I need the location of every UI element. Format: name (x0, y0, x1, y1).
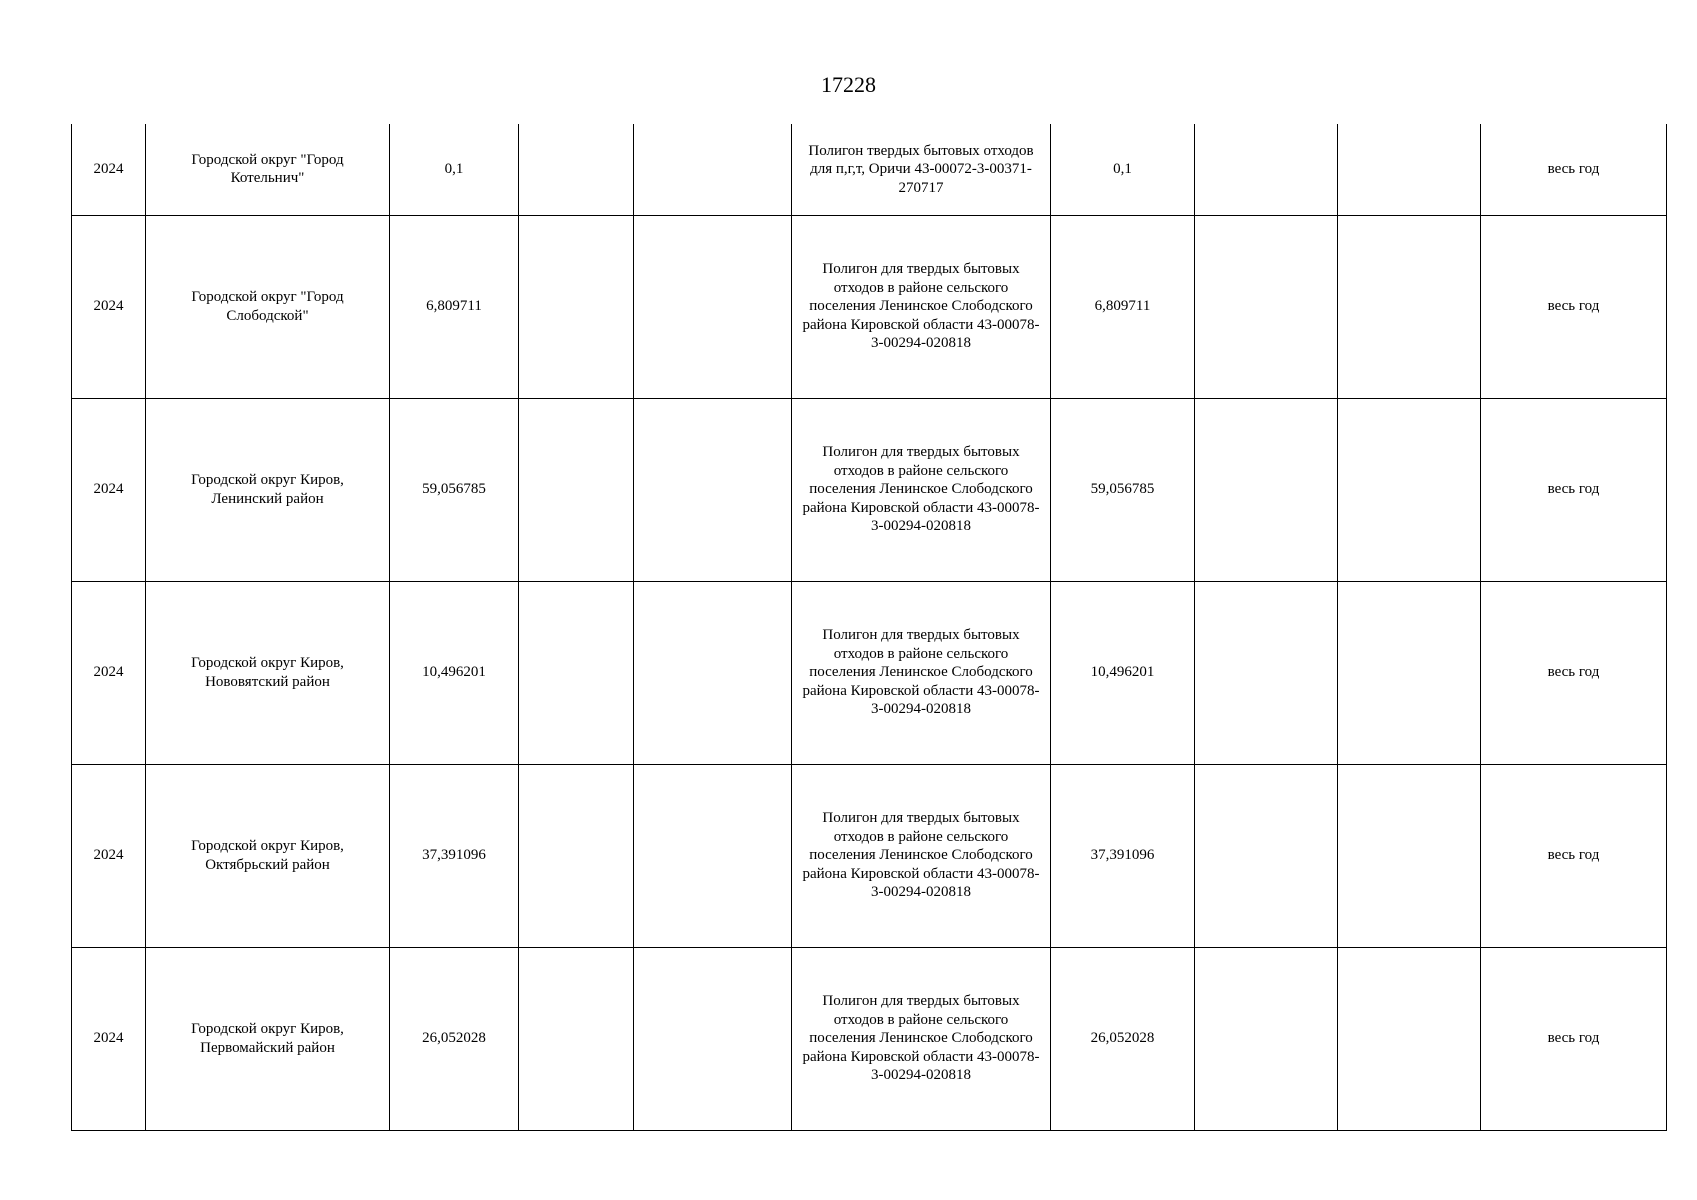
volume-cell: 59,056785 (390, 398, 519, 581)
empty-cell (634, 215, 792, 398)
period-cell: весь год (1481, 581, 1667, 764)
empty-cell (519, 947, 634, 1130)
table-row (72, 764, 1667, 947)
empty-cell (519, 215, 634, 398)
period-cell: весь год (1481, 215, 1667, 398)
empty-cell (1338, 124, 1481, 215)
empty-cell (1338, 215, 1481, 398)
facility-cell: Полигон для твердых бытовых отходов в районе сельского поселения Ленинское Слободского района Кировской области 43-00078-3-00294-020818 (792, 581, 1051, 764)
facility-cell: Полигон для твердых бытовых отходов в районе сельского поселения Ленинское Слободского района Кировской области 43-00078-3-00294-020818 (792, 947, 1051, 1130)
period-cell: весь год (1481, 398, 1667, 581)
facility-volume-cell: 59,056785 (1051, 398, 1195, 581)
table-row (72, 215, 1667, 398)
period-cell: весь год (1481, 124, 1667, 215)
empty-cell (1338, 581, 1481, 764)
municipality-cell: Городской округ "Город Котельнич" (146, 124, 390, 215)
municipality-cell: Городской округ "Город Слободской" (146, 215, 390, 398)
empty-cell (519, 124, 634, 215)
empty-cell (634, 764, 792, 947)
municipality-cell: Городской округ Киров, Первомайский район (146, 947, 390, 1130)
empty-cell (634, 398, 792, 581)
empty-cell (634, 581, 792, 764)
data-table (71, 124, 1667, 1131)
empty-cell (1338, 764, 1481, 947)
facility-volume-cell: 37,391096 (1051, 764, 1195, 947)
empty-cell (519, 398, 634, 581)
table-row (72, 581, 1667, 764)
volume-cell: 0,1 (390, 124, 519, 215)
facility-cell: Полигон для твердых бытовых отходов в районе сельского поселения Ленинское Слободского района Кировской области 43-00078-3-00294-020818 (792, 215, 1051, 398)
empty-cell (1338, 947, 1481, 1130)
year-cell: 2024 (72, 398, 146, 581)
year-cell: 2024 (72, 581, 146, 764)
period-cell: весь год (1481, 947, 1667, 1130)
facility-cell: Полигон для твердых бытовых отходов в районе сельского поселения Ленинское Слободского района Кировской области 43-00078-3-00294-020818 (792, 398, 1051, 581)
facility-cell: Полигон твердых бытовых отходов для п,г,т, Оричи 43-00072-3-00371-270717 (792, 124, 1051, 215)
facility-cell: Полигон для твердых бытовых отходов в районе сельского поселения Ленинское Слободского района Кировской области 43-00078-3-00294-020818 (792, 764, 1051, 947)
table-row (72, 124, 1667, 215)
year-cell: 2024 (72, 215, 146, 398)
empty-cell (1338, 398, 1481, 581)
year-cell: 2024 (72, 947, 146, 1130)
volume-cell: 6,809711 (390, 215, 519, 398)
empty-cell (519, 581, 634, 764)
empty-cell (1195, 124, 1338, 215)
facility-volume-cell: 10,496201 (1051, 581, 1195, 764)
municipality-cell: Городской округ Киров, Октябрьский район (146, 764, 390, 947)
empty-cell (1195, 764, 1338, 947)
period-cell: весь год (1481, 764, 1667, 947)
municipality-cell: Городской округ Киров, Нововятский район (146, 581, 390, 764)
volume-cell: 26,052028 (390, 947, 519, 1130)
table-row (72, 947, 1667, 1130)
empty-cell (1195, 581, 1338, 764)
empty-cell (634, 947, 792, 1130)
volume-cell: 37,391096 (390, 764, 519, 947)
facility-volume-cell: 0,1 (1051, 124, 1195, 215)
volume-cell: 10,496201 (390, 581, 519, 764)
facility-volume-cell: 26,052028 (1051, 947, 1195, 1130)
municipality-cell: Городской округ Киров, Ленинский район (146, 398, 390, 581)
facility-volume-cell: 6,809711 (1051, 215, 1195, 398)
empty-cell (634, 124, 792, 215)
page-number: 17228 (821, 72, 876, 97)
table-row (72, 398, 1667, 581)
year-cell: 2024 (72, 764, 146, 947)
empty-cell (519, 764, 634, 947)
year-cell: 2024 (72, 124, 146, 215)
empty-cell (1195, 398, 1338, 581)
empty-cell (1195, 215, 1338, 398)
empty-cell (1195, 947, 1338, 1130)
